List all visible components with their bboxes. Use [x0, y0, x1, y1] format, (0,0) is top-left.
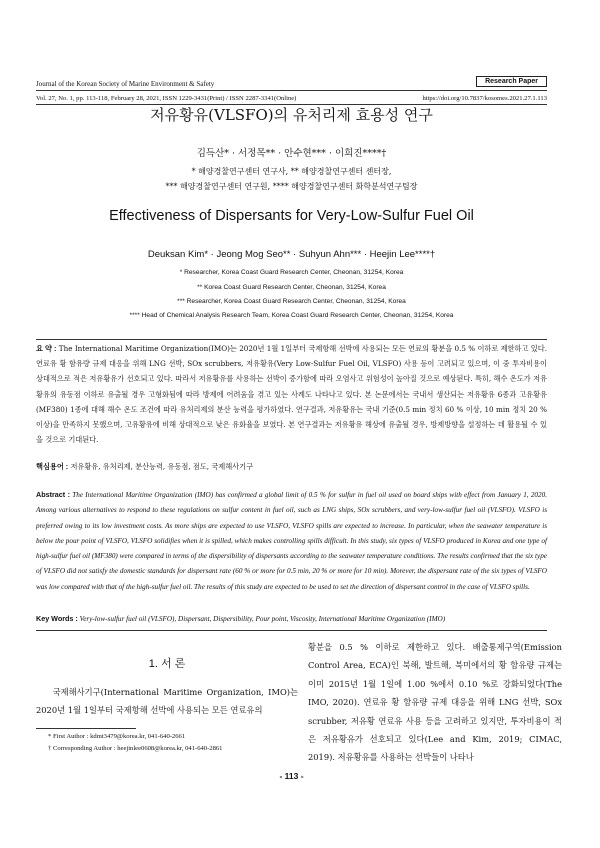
keywords-english: [36, 611, 547, 627]
volume-info: Vol. 27, No. 1, pp. 113-118, February 28, 2021, ISSN 1229-3431(Print) / ISSN 2287-3341(Online): [36, 95, 297, 102]
title-korean: 저유황유(VLSFO)의 유처리제 효용성 연구: [150, 106, 433, 124]
doi-link[interactable]: https://doi.org/10.7837/kosomes.2021.27.1.113: [422, 95, 547, 102]
footnote-corresponding-author: † Corresponding Author : heejinlee0608@korea.kr, 041-640-2861: [48, 745, 223, 752]
abstract-english: [36, 487, 547, 595]
abstract-rule-bottom: [36, 630, 547, 631]
abstract-korean-label: 요 약 :: [36, 344, 57, 353]
keywords-english-label: Key Words :: [36, 614, 78, 623]
affiliation-korean-1: * 해양경찰연구센터 연구사, ** 해양경찰연구센터 센터장,: [191, 167, 392, 176]
abstract-english-label: Abstract :: [36, 490, 70, 499]
keywords-english-text: Very-low-sulfur fuel oil (VLSFO), Dispersant, Dispersibility, Pour point, Viscosity, International Maritime Organization (IMO): [79, 615, 446, 623]
page-number: - 113 -: [279, 771, 304, 781]
footnote-rule: [36, 728, 136, 729]
affiliation-english-4: **** Head of Chemical Analysis Research Team, Korea Coast Guard Research Center, Cheonan, 31254, Korea: [129, 312, 454, 319]
authors-english: Deuksan Kim* · Jeong Mog Seo** · Suhyun Ahn*** · Heejin Lee****†: [147, 249, 436, 260]
article-type-badge: Research Paper: [476, 76, 547, 87]
affiliation-english-3: *** Researcher, Korea Coast Guard Research Center, Cheonan, 31254, Korea: [177, 298, 406, 305]
affiliation-korean-2: *** 해양경찰연구센터 연구원, **** 해양경찰연구센터 화학분석연구팀장: [165, 182, 418, 191]
journal-name: Journal of the Korean Society of Marine Environment & Safety: [36, 80, 215, 88]
abstract-rule-top: [36, 339, 547, 340]
keywords-korean: [36, 459, 547, 474]
affiliation-english-2: ** Korea Coast Guard Research Center, Cheonan, 31254, Korea: [197, 284, 386, 291]
footnote-first-author: * First Author : kdmt3479@korea.kr, 041-640-2661: [48, 733, 186, 740]
abstract-korean: [36, 341, 547, 447]
keywords-korean-label: 핵심용어 :: [36, 462, 69, 471]
title-english: Effectiveness of Dispersants for Very-Low-Sulfur Fuel Oil: [109, 208, 474, 224]
affiliation-english-1: * Researcher, Korea Coast Guard Research Center, Cheonan, 31254, Korea: [179, 269, 404, 276]
header-rule-top: [36, 90, 547, 91]
abstract-korean-text: The International Maritime Organization(IMO)는 2020년 1월 1일부터 국제항해 선박에 사용되는 모든 연료의 황분을 0.5 % 이하로 제한하고 있다. 연료유 황 함유량 규제 대응을 위해 LNG 선박, SOx scrubbers, 저유황유(Very Low-Sulfur Fuel Oil, VLSFO) 사용 등이 고려되고 있으며, 이 중 투자비용이 상대적으로 적은 저유황유가 선호되고 있다. 따라서 저유황유를 사용하는 선박이 증가함에 따라 오염사고 위험성이 높아질 것으로 예상된다. 특히, 해수 온도가 저유황유의 유동점 이하로 유출될 경우 고형화됨에 따라 방제에 어려움을 겪고 있는 사례도 나타나고 있다. 본 논문에서는 국내서 생산되는 저유황유 6종과 고유황유(MF380) 1종에 대해 해수 온도 조건에 따라 유처리제의 분산 능력을 평가하였다. 연구결과, 저유황유는 국내 기준(0.5 min 정치 60 % 이상, 10 min 정치 20 % 이상)을 만족하지 못했으며, 고유황유에 비해 상대적으로 낮은 유화율을 보였다. 본 연구결과는 저유황유 해상에 유출될 경우, 방제방향을 설정하는 데 활용될 수 있을 것으로 기대된다.: [36, 344, 547, 445]
keywords-korean-text: 저유황유, 유처리제, 분산능력, 유동점, 점도, 국제해사기구: [70, 462, 254, 471]
abstract-english-text: The International Maritime Organization (IMO) has confirmed a global limit of 0.5 % for sulfur in fuel oil used on board ships with effect from January 1, 2020. Among various alternatives to respond to these regulations on sulfur content in fuel oil, such as LNG ships, SOx scrubbers, and very-low-sulfur fuel oil (VLSFO). VLSFO is preferred owing to its low investment costs. As more ships are expected to use VLSFO, VLSFO spills are expected to increase. In particular, when the seawater temperature is below the pour point of VLSFO, VLSFO solidifies when it is spilled, which makes controlling spills difficult. In this study, six types of VLSFO produced in Korea and one type of high-sulfur fuel oil (MF380) were compared in terms of the dispersibility of dispersants according to the seawater temperature conditions. The results confirmed that the six type of VLSFO did not satisfy the domestic standards for dispersant rate (60 % or more for 0.5 min, 20 % or more for 10 min). Morever, the dispersant rate of the six types of VLSFO was low compared with that of the high-sulfur fuel oil. The results of this study are expected to be used to set the direction of dispersant control in the case of VLSFO spills.: [36, 491, 547, 591]
introduction-right-column: 황분을 0.5 % 이하로 제한하고 있다. 배출통제구역(Emission Control Area, ECA)인 북해, 발트해, 북미에서의 황 함유량 규제는 이미 2015년 1월 1일에 1.00 %에서 0.10 %로 강화되었다(The IMO, 2020). 연료유 황 함유량 규제 대응을 위해 LNG 선박, SOx scrubber, 저유황 연료유 사용 등을 고려하고 있지만, 투자비용이 적은 저유황유가 선호되고 있다(Lee and Kim, 2019; CIMAC, 2019). 저유황유를 사용하는 선박들이 나타나: [308, 642, 562, 763]
section-heading-introduction: 1. 서 론: [148, 658, 186, 670]
authors-korean: 김득산* · 서정목** · 안수현*** · 이희진****†: [196, 148, 387, 159]
introduction-left-column: 국제해사기구(International Maritime Organization, IMO)는 2020년 1월 1일부터 국제항해 선박에 사용되는 모든 연료유의: [36, 687, 298, 716]
